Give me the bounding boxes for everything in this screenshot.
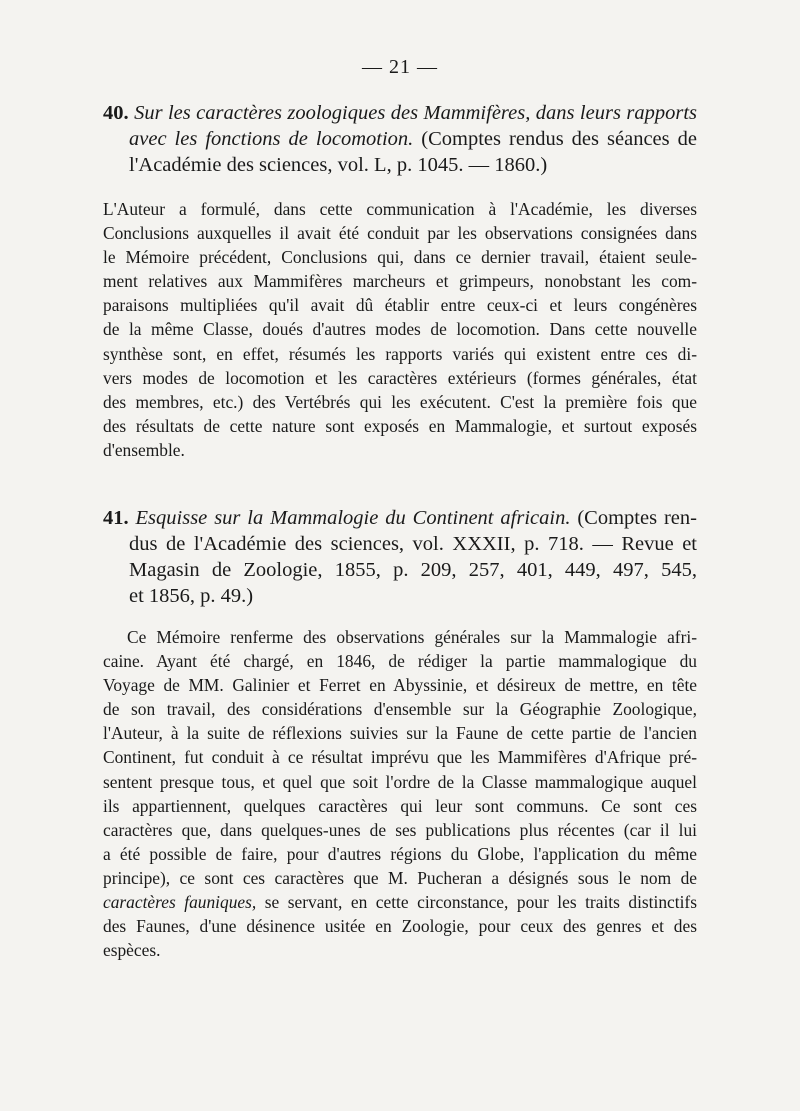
entry-41-heading bbox=[103, 505, 697, 609]
entry-40-ref-line: l'Académie des sciences, vol. L, p. 1045. — 1860.) bbox=[129, 154, 548, 176]
entry-40-body-line: vers modes de locomotion et les caractères extérieurs (formes générales, état bbox=[103, 367, 697, 388]
entry-41-body-line: des Faunes, d'une désinence usitée en Zoologie, pour ceux des genres et des bbox=[103, 916, 697, 937]
entry-41-body-line bbox=[103, 890, 697, 914]
entry-41-body-line: sentent presque tous, et quel que soit l'ordre de la Classe mammalogique auquel bbox=[103, 771, 697, 792]
entry-41-ref-line: et 1856, p. 49.) bbox=[129, 585, 254, 607]
entry-40 bbox=[103, 100, 697, 462]
entry-41-ref-start: (Comptes ren- bbox=[577, 507, 697, 529]
entry-41-title-line bbox=[103, 505, 697, 531]
entry-40-body-line: de la même Classe, doués d'autres modes de locomotion. Dans cette nouvelle bbox=[103, 319, 697, 340]
entry-40-body-line: des membres, etc.) des Vertébrés qui les exécutent. C'est la première fois que bbox=[103, 391, 697, 412]
entry-40-body-line: Conclusions auxquelles il avait été conduit par les observations consignées dans bbox=[103, 223, 697, 244]
entry-40-title-part-2: avec les fonctions de locomotion. bbox=[129, 128, 414, 150]
entry-40-body-line: d'ensemble. bbox=[103, 439, 185, 460]
entry-41-body-line: principe), ce sont ces caractères que M. Pucheran a désignés sous le nom de bbox=[103, 867, 697, 888]
entry-40-body-line: le Mémoire précédent, Conclusions qui, dans ce dernier travail, étaient seule- bbox=[103, 247, 697, 268]
entry-40-body-line: synthèse sont, en effet, résumés les rapports variés qui existent entre ces di- bbox=[103, 343, 697, 364]
entry-41-body-line-rest: se servant, en cette circonstance, pour les traits distinctifs bbox=[264, 892, 697, 913]
entry-41-ref-line: dus de l'Académie des sciences, vol. XXXII, p. 718. — Revue et bbox=[129, 533, 697, 555]
entry-41 bbox=[103, 505, 697, 962]
entry-41-body bbox=[103, 625, 697, 962]
entry-40-body bbox=[103, 197, 697, 462]
entry-40-body-line: L'Auteur a formulé, dans cette communication à l'Académie, les diverses bbox=[103, 199, 697, 219]
entry-41-title: Esquisse sur la Mammalogie du Continent africain. bbox=[135, 507, 571, 529]
entry-41-body-line: Voyage de MM. Galinier et Ferret en Abyssinie, et désireux de mettre, en tête bbox=[103, 675, 697, 696]
entry-41-body-line: de son travail, des considérations d'ensemble sur la Géographie Zoologique, bbox=[103, 699, 697, 720]
entry-41-body-line: l'Auteur, à la suite de réflexions suivies sur la Faune de cette partie de l'ancien bbox=[103, 723, 697, 744]
entry-41-ref-line: Magasin de Zoologie, 1855, p. 209, 257, 401, 449, 497, 545, bbox=[129, 559, 697, 581]
entry-41-body-line: espèces. bbox=[103, 940, 161, 961]
italic-term: caractères fauniques, bbox=[103, 892, 257, 913]
entry-40-body-line: paraisons multipliées qu'il avait dû établir entre ceux-ci et leurs congénères bbox=[103, 295, 697, 316]
entry-40-heading bbox=[103, 100, 697, 178]
entry-40-number: 40. bbox=[103, 102, 129, 124]
entry-41-body-line: a été possible de faire, pour d'autres régions du Globe, l'application du même bbox=[103, 843, 697, 864]
entry-40-body-line: ment relatives aux Mammifères marcheurs et grimpeurs, nonobstant les com- bbox=[103, 271, 697, 292]
entry-41-body-line: ils appartiennent, quelques caractères qui leur sont communs. Ce sont ces bbox=[103, 795, 697, 816]
entry-40-ref-start: (Comptes rendus des séances de bbox=[421, 128, 697, 150]
entry-41-body-line: Continent, fut conduit à ce résultat imprévu que les Mammifères d'Afrique pré- bbox=[103, 747, 697, 768]
page-number: — 21 — bbox=[362, 56, 438, 78]
entry-41-body-line: caine. Ayant été chargé, en 1846, de rédiger la partie mammalogique du bbox=[103, 651, 697, 672]
entry-40-title-part-1: Sur les caractères zoologiques des Mammifères, dans leurs rapports bbox=[134, 102, 697, 124]
entry-41-number: 41. bbox=[103, 507, 129, 529]
entry-40-title-line-2 bbox=[103, 126, 697, 152]
entry-41-body-line: caractères que, dans quelques-unes de ses publications plus récentes (car il lui bbox=[103, 819, 697, 840]
entry-41-body-line: Ce Mémoire renferme des observations générales sur la Mammalogie afri- bbox=[127, 627, 697, 647]
entry-40-title-line-1 bbox=[103, 100, 697, 126]
entry-40-body-line: des résultats de cette nature sont exposés en Mammalogie, et surtout exposés bbox=[103, 415, 697, 436]
